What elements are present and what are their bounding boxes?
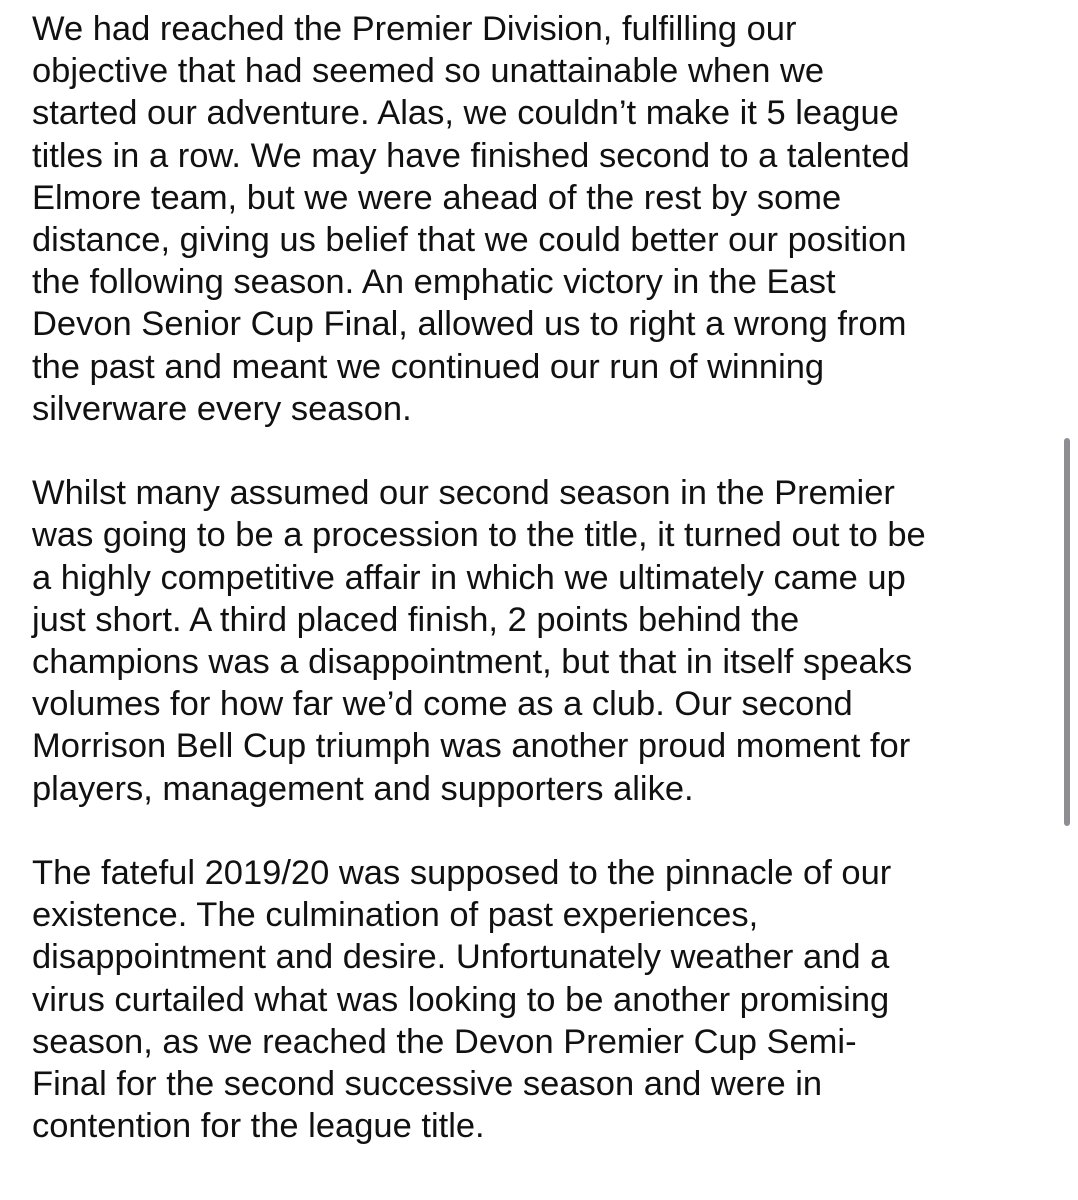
text-line: The fateful 2019/20 was supposed to the pinnacle of our [32,854,892,893]
text-line: silverware every season. [32,389,412,428]
text-line: Elmore team, but we were ahead of the rest by some [32,178,842,217]
text-line: players, management and supporters alike. [32,769,694,808]
text-line: season, as we reached the Devon Premier Cup Semi- [32,1022,857,1061]
text-line: Final for the second successive season and were in [32,1065,823,1104]
text-line: contention for the league title. [32,1107,485,1146]
text-line: the following season. An emphatic victory in the East [32,263,836,302]
text-line: just short. A third placed finish, 2 points behind the [32,600,800,639]
paragraph-3 [32,852,1062,1147]
text-line: champions was a disappointment, but that in itself speaks [32,643,913,682]
text-line: Morrison Bell Cup triumph was another proud moment for [32,727,911,766]
text-line: We had reached the Premier Division, fulfilling our [32,10,797,48]
text-line: the past and meant we continued our run of winning [32,347,825,386]
paragraph-1 [32,8,1062,430]
text-line: volumes for how far we’d come as a club. Our second [32,685,853,724]
paragraph-2 [32,472,1062,810]
text-line: Devon Senior Cup Final, allowed us to right a wrong from [32,305,907,344]
article-body [32,8,1062,1190]
text-line: distance, giving us belief that we could better our position [32,221,907,260]
text-line: Whilst many assumed our second season in the Premier [32,474,895,513]
text-line: virus curtailed what was looking to be another promising [32,980,890,1019]
text-line: a highly competitive affair in which we ultimately came up [32,558,906,597]
text-line: was going to be a procession to the title, it turned out to be [32,516,926,555]
text-line: titles in a row. We may have finished second to a talented [32,136,910,175]
text-line: existence. The culmination of past experiences, [32,896,759,935]
text-line: disappointment and desire. Unfortunately weather and a [32,938,890,977]
vertical-scrollbar[interactable] [1064,438,1070,826]
text-line: objective that had seemed so unattainable when we [32,52,825,91]
text-line: started our adventure. Alas, we couldn’t make it 5 league [32,94,899,133]
